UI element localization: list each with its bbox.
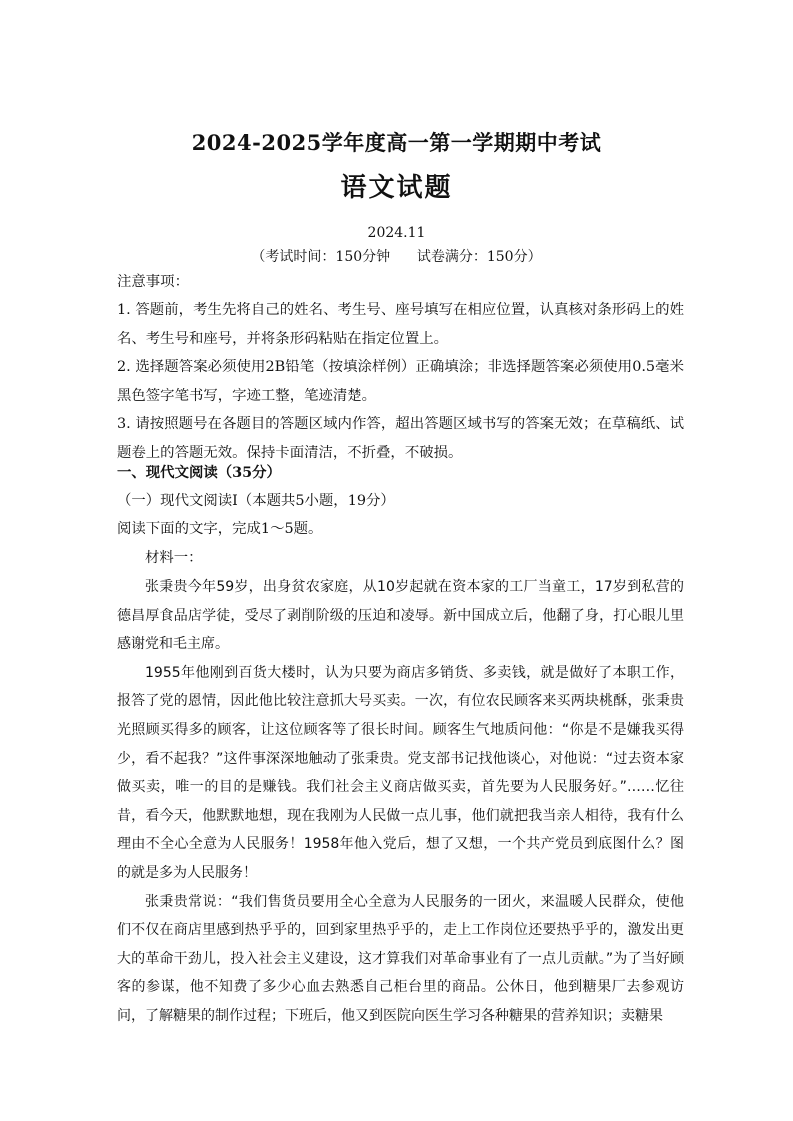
section-heading: 一、现代文阅读（35分）	[117, 464, 281, 481]
reading-material	[117, 573, 684, 1031]
exam-title: 2024-2025学年度高一第一学期期中考试	[191, 130, 602, 155]
note-item: 3. 请按照题号在各题目的答题区域内作答，超出答题区域书写的答案无效；在草稿纸、试题卷上的答题无效。保持卡面清洁，不折叠，不破损。	[117, 416, 684, 461]
reading-instruction: 阅读下面的文字，完成1～5题。	[117, 521, 323, 537]
note-item: 1. 答题前，考生先将自己的姓名、考生号、座号填写在相应位置，认真核对条形码上的姓名、考生号和座号，并将条形码粘贴在指定位置上。	[117, 302, 684, 347]
material-paragraph: 张秉贵今年59岁，出身贫农家庭，从10岁起就在资本家的工厂当童工，17岁到私营的德昌厚食品店学徒，受尽了剥削阶级的压迫和凌辱。新中国成立后，他翻了身，打心眼儿里感谢党和毛主席。	[117, 579, 684, 653]
notes-heading: 注意事项：	[117, 274, 189, 290]
material-paragraph: 1955年他刚到百货大楼时，认为只要为商店多销货、多卖钱，就是做好了本职工作，报答了党的恩情，因此他比较注意抓大号买卖。一次，有位农民顾客来买两块桃酥，张秉贵光照顾买得多的顾客，让这位顾客等了很长时间。顾客生气地质问他：“你是不是嫌我买得少，看不起我？”这件事深深地触动了张秉贵。党支部书记找他谈心，对他说：“过去资本家做买卖，唯一的目的是赚钱。我们社会主义商店做买卖，首先要为人民服务好。”……忆往昔，看今天，他默默地想，现在我刚为人民做一点儿事，他们就把我当亲人相待，我有什么理由不全心全意为人民服务！1958年他入党后，想了又想，一个共产党员到底图什么？图的就是多为人民服务！	[117, 664, 684, 881]
exam-info	[0, 246, 793, 266]
notes-list	[117, 296, 684, 467]
material-label: 材料一：	[145, 550, 203, 566]
full-score: 试卷满分：150分）	[416, 249, 542, 265]
exam-subject-title: 语文试题	[340, 173, 453, 203]
exam-time: （考试时间：150分钟	[251, 249, 391, 265]
note-item: 2. 选择题答案必须使用2B铅笔（按填涂样例）正确填涂；非选择题答案必须使用0.5毫米黑色签字笔书写，字迹工整，笔迹清楚。	[117, 359, 684, 404]
subsection-heading: （一）现代文阅读Ⅰ（本题共5小题，19分）	[117, 493, 395, 509]
material-paragraph: 张秉贵常说：“我们售货员要用全心全意为人民服务的一团火，来温暖人民群众，使他们不仅在商店里感到热乎乎的，回到家里热乎乎的，走上工作岗位还要热乎乎的，激发出更大的革命干劲儿，投入社会主义建设，这才算我们对革命事业有了一点儿贡献。”为了当好顾客的参谋，他不知费了多少心血去熟悉自己柜台里的商品。公休日，他到糖果厂去参观访问，了解糖果的制作过程；下班后，他又到医院向医生学习各种糖果的营养知识；卖糖果	[117, 893, 684, 1024]
exam-date: 2024.11	[367, 225, 426, 241]
